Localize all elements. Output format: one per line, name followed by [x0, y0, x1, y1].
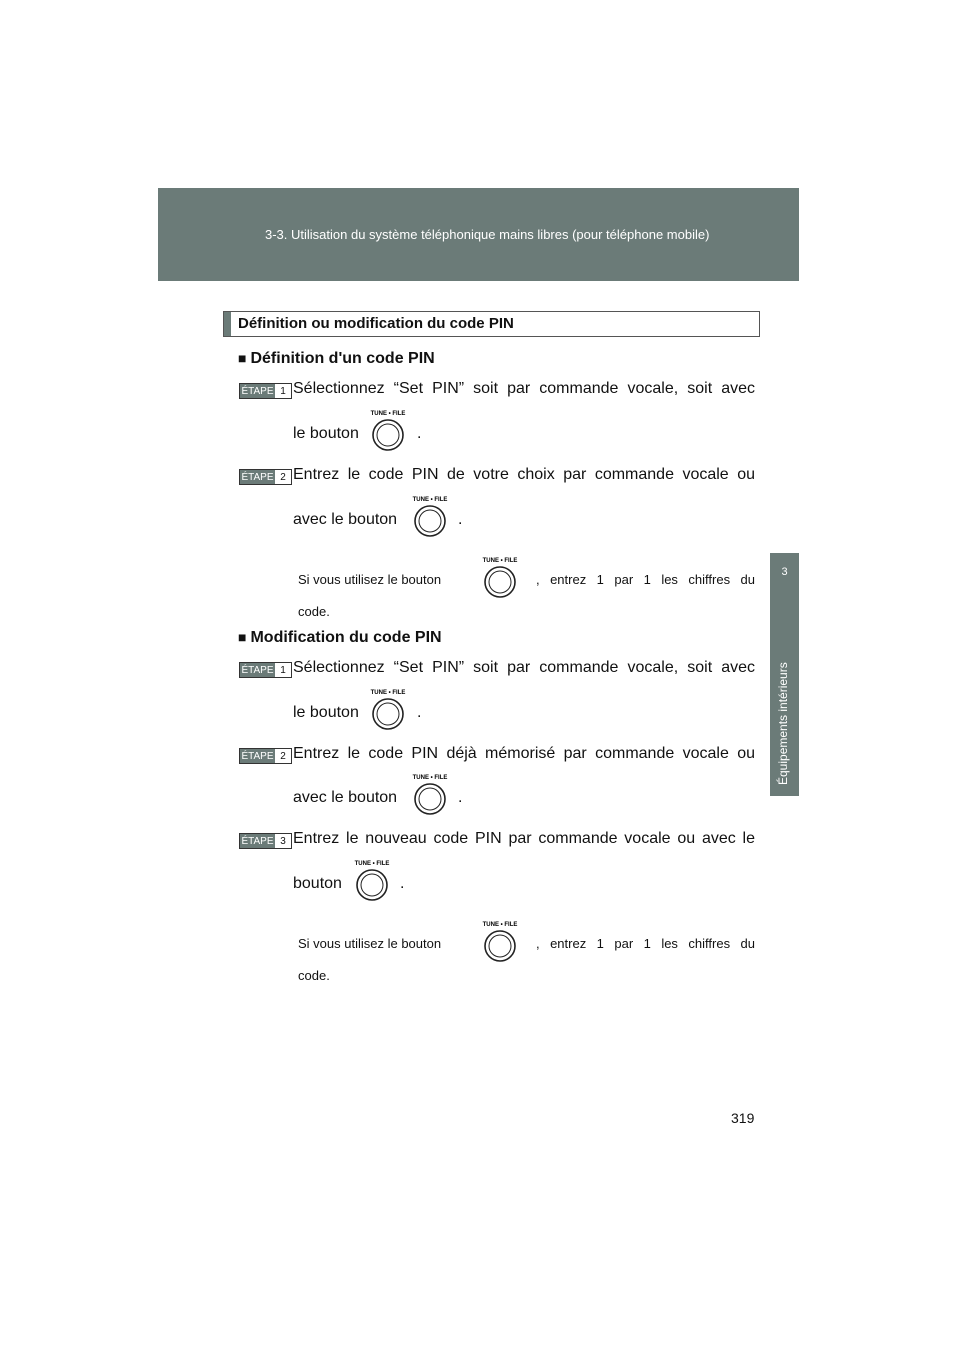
step-text: bouton [293, 875, 342, 892]
note-text: code. [298, 968, 330, 983]
note-text: Si vous utilisez le bouton [298, 572, 442, 587]
step-text: le bouton [293, 425, 359, 442]
step-text: le bouton [293, 704, 359, 721]
chapter-label: Équipements intérieurs [776, 662, 790, 785]
step-text: . [400, 875, 405, 892]
svg-text:TUNE • FILE: TUNE • FILE [370, 411, 406, 417]
svg-text:TUNE • FILE: TUNE • FILE [412, 775, 448, 781]
square-bullet-icon: ■ [238, 629, 247, 645]
note-text: Si vous utilisez le bouton [298, 936, 442, 951]
tune-file-knob-icon [366, 408, 410, 452]
section-title: Définition ou modification du code PIN [238, 315, 514, 332]
svg-text:TUNE • FILE: TUNE • FILE [482, 922, 518, 928]
step-text: Sélectionnez “Set PIN” soit par commande vocale, soit avec [293, 659, 755, 676]
step-text: . [458, 789, 463, 806]
note-text: , entrez 1 par 1 les chiffres du [536, 936, 755, 951]
step-text: . [417, 425, 422, 442]
step-badge: ÉTAPE 2 [239, 748, 292, 764]
step-badge: ÉTAPE 2 [239, 469, 292, 485]
tune-file-knob-icon [408, 494, 452, 538]
section-heading-box [223, 311, 760, 337]
step-text: Sélectionnez “Set PIN” soit par commande vocale, soit avec [293, 380, 755, 397]
tune-file-knob-icon [350, 858, 394, 902]
step-text: . [417, 704, 422, 721]
step-text: Entrez le code PIN déjà mémorisé par commande vocale ou [293, 745, 755, 762]
chapter-tab: 3 [770, 553, 799, 591]
tune-file-knob-icon [366, 687, 410, 731]
svg-text:TUNE • FILE: TUNE • FILE [412, 497, 448, 503]
tune-file-knob-icon [478, 555, 522, 599]
step-text: . [458, 511, 463, 528]
subheading-modify-pin: ■ Modification du code PIN [238, 629, 442, 646]
note-text: code. [298, 604, 330, 619]
step-badge: ÉTAPE 1 [239, 662, 292, 678]
step-text: avec le bouton [293, 511, 398, 528]
header-title: 3-3. Utilisation du système téléphonique mains libres (pour téléphone mobile) [265, 227, 710, 242]
svg-text:TUNE • FILE: TUNE • FILE [370, 690, 406, 696]
subheading-define-pin: ■ Définition d'un code PIN [238, 350, 435, 367]
note-text: , entrez 1 par 1 les chiffres du [536, 572, 755, 587]
step-badge: ÉTAPE 3 [239, 833, 292, 849]
svg-text:TUNE • FILE: TUNE • FILE [354, 861, 390, 867]
section-heading-bar [224, 312, 231, 336]
tune-file-knob-icon [478, 919, 522, 963]
tune-file-knob-icon [408, 772, 452, 816]
step-text: Entrez le code PIN de votre choix par commande vocale ou [293, 466, 755, 483]
svg-text:TUNE • FILE: TUNE • FILE [482, 558, 518, 564]
step-text: Entrez le nouveau code PIN par commande vocale ou avec le [293, 830, 755, 847]
page-number: 319 [731, 1110, 755, 1126]
square-bullet-icon: ■ [238, 350, 247, 366]
step-text: avec le bouton [293, 789, 398, 806]
step-badge: ÉTAPE 1 [239, 383, 292, 399]
